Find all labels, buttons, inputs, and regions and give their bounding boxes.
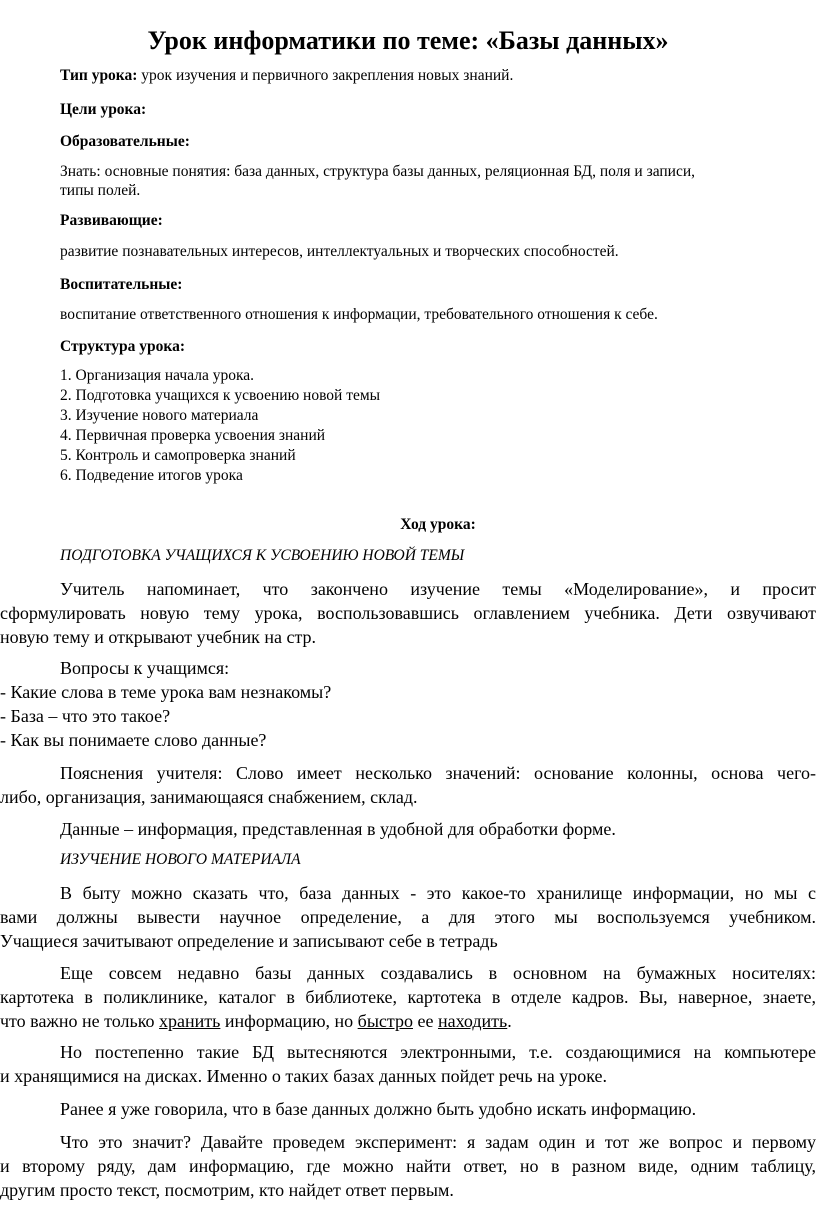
underlined-word-find: находить <box>437 1011 508 1031</box>
section-heading-preparation: ПОДГОТОВКА УЧАЩИХСЯ К УСВОЕНИЮ НОВОЙ ТЕМЫ <box>60 547 465 564</box>
list-item: 1. Организация начала урока. <box>60 367 255 384</box>
paragraph-experiment: Что это значит? Давайте проведем эксперимент: я задам один и тот же вопрос и первому и второму ряду, дам информацию, где можно найти ответ, но в разном виде, одним таблицу, другим просто текст, посмотрим, кто найдет ответ первым. <box>0 1132 816 1200</box>
goals-heading: Цели урока: <box>60 101 147 118</box>
developing-text: развитие познавательных интересов, интеллектуальных и творческих способностей. <box>60 243 619 260</box>
developing-heading: Развивающие: <box>60 212 163 229</box>
lesson-type-label: Тип урока: <box>60 67 138 84</box>
underlined-word-fast: быстро <box>357 1011 413 1031</box>
educational-heading: Образовательные: <box>60 133 190 150</box>
structure-heading: Структура урока: <box>60 338 186 355</box>
list-item: 6. Подведение итогов урока <box>60 467 243 484</box>
question-item: - База – что это такое? <box>0 706 171 726</box>
structure-list <box>60 366 380 486</box>
lesson-type <box>60 66 816 86</box>
educational-text-line2: типы полей. <box>60 182 141 199</box>
underlined-word-store: хранить <box>159 1011 221 1031</box>
educational-text-line1: Знать: основные понятия: база данных, структура базы данных, реляционная БД, поля и записи, <box>60 163 696 180</box>
paragraph-electronic-databases: Но постепенно такие БД вытесняются электронными, т.е. создающимися на компьютере и хранящимися на дисках. Именно о таких базах данных пойдет речь на уроке. <box>0 1042 816 1086</box>
page-title: Урок информатики по теме: «Базы данных» <box>147 26 669 55</box>
lesson-type-value: урок изучения и первичного закрепления новых знаний. <box>137 67 514 84</box>
paragraph-paper-databases: Еще совсем недавно базы данных создавались в основном на бумажных носителях: картотека в поликлинике, каталог в библиотеке, картотека в отделе кадров. Вы, наверное, знаете, что важно не только хранить информацию, но быстро ее находить. <box>0 963 816 1031</box>
paragraph-search-convenience: Ранее я уже говорила, что в базе данных должно быть удобно искать информацию. <box>60 1099 697 1119</box>
paragraph-database-storage: В быту можно сказать что, база данных - это какое-то хранилище информации, но мы с вами должны вывести научное определение, а для этого мы воспользуемся учебником. Учащиеся зачитывают определение и записывают себе в тетрадь <box>0 883 816 951</box>
paragraph-teacher-explanation: Пояснения учителя: Слово имеет несколько значений: основание колонны, основа чего- либо, организация, занимающаяся снабжением, склад. <box>0 763 816 807</box>
upbringing-heading: Воспитательные: <box>60 276 183 293</box>
paragraph-data-definition: Данные – информация, представленная в удобной для обработки форме. <box>60 819 616 839</box>
question-item: - Как вы понимаете слово данные? <box>0 730 267 750</box>
list-item: 5. Контроль и самопроверка знаний <box>60 447 296 464</box>
questions-intro: Вопросы к учащимся: <box>60 658 230 678</box>
upbringing-text: воспитание ответственного отношения к информации, требовательного отношения к себе. <box>60 306 658 323</box>
section-heading-new-material: ИЗУЧЕНИЕ НОВОГО МАТЕРИАЛА <box>60 851 301 868</box>
question-item: - Какие слова в теме урока вам незнакомы? <box>0 682 332 702</box>
list-item: 2. Подготовка учащихся к усвоению новой темы <box>60 387 381 404</box>
paragraph-teacher-reminds: Учитель напоминает, что закончено изучение темы «Моделирование», и просит сформулировать новую тему урока, воспользовавшись оглавлением учебника. Дети озвучивают новую тему и открывают учебник на стр. <box>0 579 816 647</box>
list-item: 4. Первичная проверка усвоения знаний <box>60 427 326 444</box>
course-heading: Ход урока: <box>400 516 476 533</box>
list-item: 3. Изучение нового материала <box>60 407 259 424</box>
